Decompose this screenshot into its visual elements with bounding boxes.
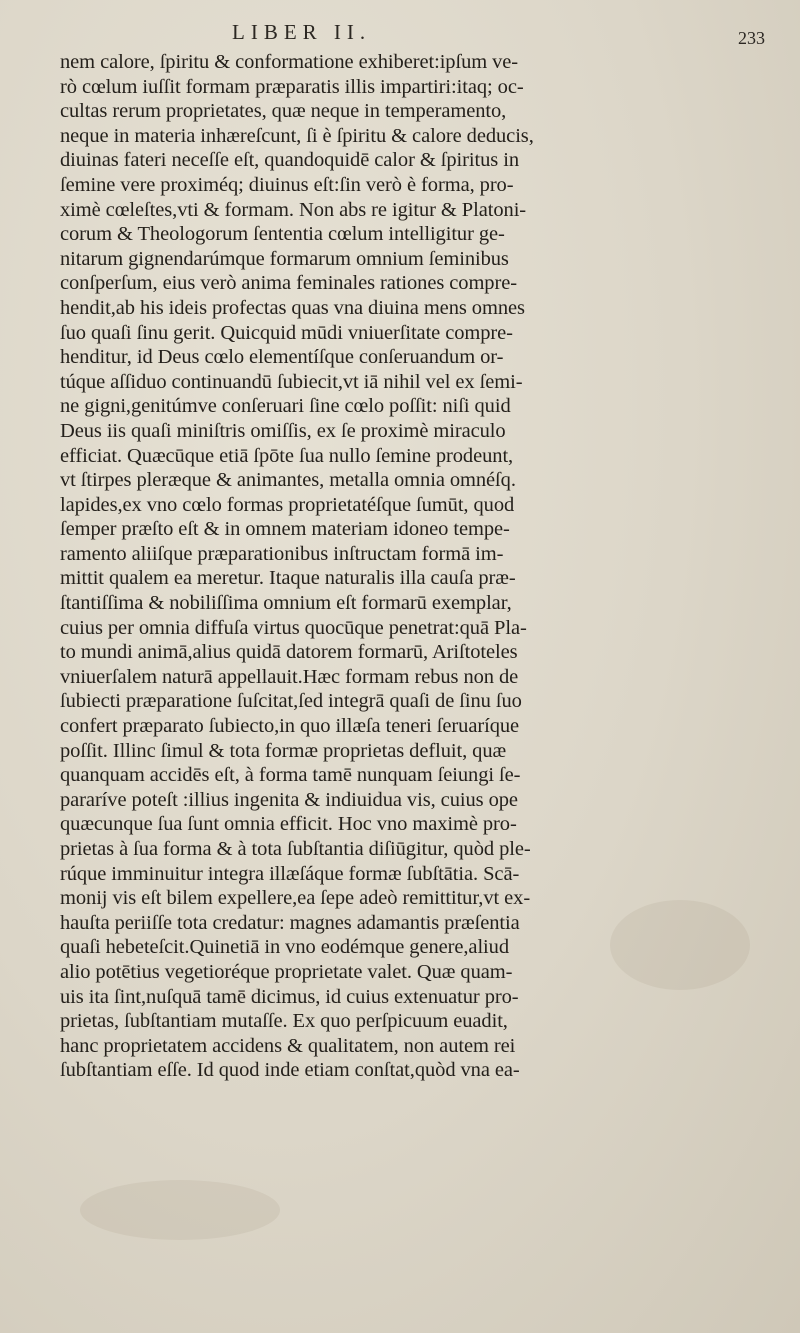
text-line: cuius per omnia diffuſa virtus quocūque penetrat:quā Pla-	[60, 616, 527, 639]
paper-stain	[80, 1180, 280, 1240]
text-line: alio potētius vegetioréque proprietate valet. Quæ quam-	[60, 960, 513, 983]
text-line: Deus iis quaſi miniſtris omiſſis, ex ſe proximè miraculo	[60, 419, 506, 442]
text-line: hauſta periiſſe tota credatur: magnes adamantis præſentia	[60, 911, 520, 934]
text-line: túque aſſiduo continuandū ſubiecit,vt iā nihil vel ex ſemi-	[60, 370, 523, 393]
text-line: ſubſtantiam eſſe. Id quod inde etiam conſtat,quòd vna ea-	[60, 1059, 520, 1082]
text-line: rò cœlum iuſſit formam præparatis illis impartiri:itaq; oc-	[60, 75, 524, 98]
text-line: vniuerſalem naturā appellauit.Hæc formam rebus non de	[60, 665, 519, 688]
text-line: rúque imminuitur integra illæſáque formæ ſubſtātia. Scā-	[60, 862, 520, 885]
text-line: mittit qualem ea meretur. Itaque naturalis illa cauſa præ-	[60, 567, 516, 590]
text-line: lapides,ex vno cœlo formas proprietatéſque ſumūt, quod	[60, 493, 515, 516]
text-line: ſuo quaſi ſinu gerit. Quicquid mūdi vniuerſitate compre-	[60, 321, 513, 344]
page-number: 233	[738, 28, 765, 48]
text-line: monij vis eſt bilem expellere,ea ſepe adeò remittitur,vt ex-	[60, 887, 531, 910]
text-line: diuinas fateri neceſſe eſt, quandoquidē calor & ſpiritus in	[60, 149, 520, 172]
text-line: ximè cœleſtes,vti & formam. Non abs re igitur & Platoni-	[60, 198, 527, 221]
text-line: ſubiecti præparatione ſuſcitat,ſed integrā quaſi de ſinu ſuo	[60, 690, 522, 713]
text-line: neque in materia inhæreſcunt, ſi è ſpiritu & calore deducis,	[60, 124, 534, 147]
text-line: conſperſum, eius verò anima feminales rationes compre-	[60, 272, 517, 295]
text-line: poſſit. Illinc ſimul & tota formæ proprietas defluit, quæ	[60, 739, 507, 762]
text-line: quæcunque ſua ſunt omnia efficit. Hoc vno maximè pro-	[60, 813, 517, 836]
text-line: quaſi hebeteſcit.Quinetiā in vno eodémque genere,aliud	[60, 936, 509, 959]
text-line: prietas, ſubſtantiam mutaſſe. Ex quo perſpicuum euadit,	[60, 1010, 508, 1033]
running-head: LIBER II.	[232, 20, 372, 44]
page-header	[0, 14, 800, 54]
text-line: hanc proprietatem accidens & qualitatem, non autem rei	[60, 1034, 516, 1057]
text-line: prietas à ſua forma & à tota ſubſtantia diſiūgitur, quòd ple-	[60, 838, 531, 860]
text-line: quanquam accidēs eſt, à forma tamē nunquam ſeiungi ſe-	[60, 764, 521, 787]
text-line: ſtantiſſima & nobiliſſima omnium eſt formarū exemplar,	[60, 592, 512, 615]
text-line: corum & Theologorum ſententia cœlum intelligitur ge-	[60, 223, 505, 246]
text-line: confert præparato ſubiecto,in quo illæſa teneri ſeruaríque	[60, 715, 520, 738]
text-line: cultas rerum proprietates, quæ neque in temperamento,	[60, 100, 507, 123]
text-line: hendit,ab his ideis profectas quas vna diuina mens omnes	[60, 296, 525, 319]
text-line: ſemine vere proximéq; diuinus eſt:ſin verò è forma, pro-	[60, 173, 514, 196]
text-line: ſemper præſto eſt & in omnem materiam idoneo tempe-	[60, 518, 510, 541]
text-line: ramento aliiſque præparationibus inſtructam formā im-	[60, 542, 504, 565]
text-line: vt ſtirpes pleræque & animantes, metalla omnia omnéſq.	[60, 469, 516, 492]
text-line: nem calore, ſpiritu & conformatione exhiberet:ipſum ve-	[60, 51, 519, 73]
text-line: nitarum gignendarúmque formarum omnium ſeminibus	[60, 247, 509, 270]
text-line: pararíve poteſt :illius ingenita & indiuidua vis, cuius ope	[60, 788, 518, 811]
text-line: to mundi animā,alius quidā datorem formarū, Ariſtoteles	[60, 641, 518, 664]
text-line: ne gigni,genitúmve conſeruari ſine cœlo poſſit: niſi quid	[60, 395, 511, 418]
text-line: henditur, id Deus cœlo elementíſque conſeruandum or-	[60, 346, 504, 369]
body-text	[60, 50, 790, 1083]
text-line: uis ita ſint,nuſquā tamē dicimus, id cuius extenuatur pro-	[60, 985, 519, 1008]
text-line: efficiat. Quæcūque etiā ſpōte ſua nullo ſemine prodeunt,	[60, 444, 514, 467]
